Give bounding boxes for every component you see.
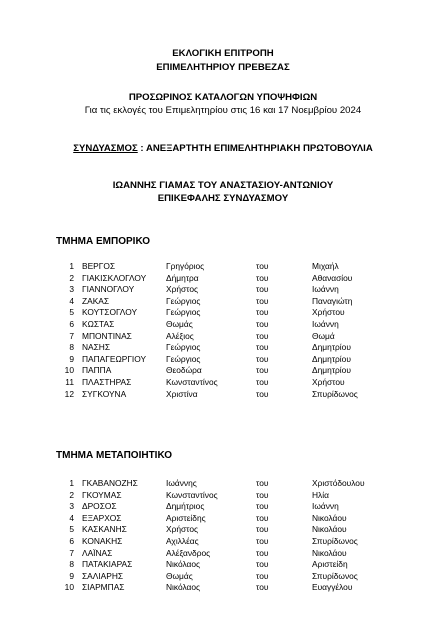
section-title-manufacturing: ΤΜΗΜΑ ΜΕΤΑΠΟΙΗΤΙΚΟ [56,450,173,461]
candidate-surname: ΠΛΑΣΤΗΡΑΣ [82,377,132,387]
father-name: Θωμά [312,330,335,341]
candidate-first-name: Γεώργιος [166,342,201,353]
candidate-surname: ΚΑΣΚΑΝΗΣ [82,524,127,535]
table-row [0,570,446,582]
father-name: Ιωάννη [312,284,339,295]
candidate-surname: ΣΙΑΡΜΠΑΣ [82,582,125,593]
candidate-surname: ΕΞΑΡΧΟΣ [82,512,122,523]
candidate-first-name: Χρήστος [166,284,199,295]
row-number: 8 [69,559,74,570]
candidate-first-name: Θωμάς [166,319,193,329]
row-number: 2 [69,489,74,500]
father-connector: του [256,501,269,512]
candidate-surname: ΓΚΑΒΑΝΟΖΗΣ [82,478,138,488]
candidate-surname: ΚΟΝΑΚΗΣ [82,536,123,546]
row-number: 2 [69,272,74,283]
alliance-line [0,143,446,154]
row-number: 4 [69,512,74,523]
father-connector: του [256,512,269,523]
father-connector: του [256,319,269,329]
row-number: 12 [64,388,74,399]
candidate-first-name: Αριστείδης [166,512,206,523]
father-name: Χρήστου [312,307,345,318]
header-line-1: ΕΚΛΟΓΙΚΗ ΕΠΙΤΡΟΠΗ [172,48,274,59]
father-connector: του [256,307,269,318]
candidate-surname: ΠΑΠΑΓΕΩΡΓΙΟΥ [82,353,147,364]
candidate-first-name: Χριστίνα [166,388,198,399]
row-number: 5 [69,524,74,535]
candidate-first-name: Χρήστος [166,524,199,535]
leader-title: ΕΠΙΚΕΦΑΛΗΣ ΣΥΝΔΥΑΣΜΟΥ [157,193,289,204]
father-connector: του [256,478,269,488]
table-row [0,283,446,295]
table-row [0,295,446,307]
candidate-first-name: Γεώργιος [166,307,201,318]
row-number: 1 [69,478,74,488]
father-name: Ιωάννη [312,501,339,512]
section-title-commercial: ΤΜΗΜΑ ΕΜΠΟΡΙΚΟ [56,236,150,247]
father-connector: του [256,582,269,593]
candidate-surname: ΜΠΟΝΤΙΝΑΣ [82,330,132,341]
father-name: Αριστείδη [312,559,348,570]
table-row [0,581,446,593]
table-row [0,489,446,501]
row-number: 10 [64,582,74,593]
table-row [0,376,446,388]
candidate-surname: ΔΡΟΣΟΣ [82,501,117,512]
table-row [0,535,446,547]
row-number: 4 [69,295,74,306]
candidate-first-name: Νικόλαος [166,559,201,570]
candidate-first-name: Γεώργιος [166,295,201,306]
candidate-first-name: Κωνσταντίνος [166,489,218,500]
candidate-surname: ΠΑΤΑΚΙΑΡΑΣ [82,559,133,570]
table-row [0,547,446,559]
header-line-4: Για τις εκλογές του Επιμελητηρίου στις 16 και 17 Νοεμβρίου 2024 [84,105,362,116]
table-row [0,512,446,524]
candidate-first-name: Γεώργιος [166,353,201,364]
father-name: Νικολάου [312,547,347,558]
father-name: Νικολάου [312,512,347,523]
father-name: Ηλία [312,489,329,500]
table-row [0,500,446,512]
candidate-surname: ΖΑΚΑΣ [82,295,110,306]
father-name: Δημητρίου [312,342,351,353]
father-name: Νικολάου [312,524,347,535]
header-line-2: ΕΠΙΜΕΛΗΤΗΡΙΟΥ ΠΡΕΒΕΖΑΣ [156,62,290,73]
father-name: Αθανασίου [312,272,353,283]
father-connector: του [256,365,269,376]
table-row [0,341,446,353]
candidate-first-name: Νικόλαος [166,582,201,593]
table-row [0,477,446,489]
row-number: 10 [64,365,74,376]
father-connector: του [256,353,269,364]
father-connector: του [256,547,269,558]
row-number: 6 [69,536,74,546]
candidate-surname: ΒΕΡΓΟΣ [82,261,116,271]
father-name: Παναγιώτη [312,295,353,306]
candidate-surname: ΓΙΑΚΙΣΚΛΟΓΛΟΥ [82,272,147,283]
row-number: 3 [69,501,74,512]
candidate-first-name: Κωνσταντίνος [166,377,218,387]
father-name: Ιωάννη [312,319,339,329]
table-row [0,523,446,535]
table-row [0,306,446,318]
candidate-surname: ΚΟΥΤΣΟΓΛΟΥ [82,307,138,318]
father-connector: του [256,524,269,535]
father-connector: του [256,272,269,283]
father-connector: του [256,377,269,387]
table-row [0,330,446,342]
father-connector: του [256,261,269,271]
father-name: Μιχαήλ [312,261,339,271]
table-row [0,388,446,400]
father-name: Χρήστου [312,377,345,387]
candidate-first-name: Θεοδώρα [166,365,202,376]
row-number: 9 [69,570,74,581]
table-row [0,353,446,365]
alliance-label: ΣΥΝΔΥΑΣΜΟΣ [73,143,138,154]
father-connector: του [256,295,269,306]
header-line-3: ΠΡΟΣΩΡΙΝΟΣ ΚΑΤΑΛΟΓΩΝ ΥΠΟΨΗΦΙΩΝ [128,92,318,103]
table-row [0,272,446,284]
row-number: 1 [69,261,74,271]
row-number: 11 [65,377,74,387]
candidate-first-name: Γρηγόριος [166,261,205,271]
row-number: 7 [69,547,74,558]
row-number: 6 [69,319,74,329]
candidate-surname: ΠΑΠΠΑ [82,365,112,376]
table-row [0,558,446,570]
father-connector: του [256,570,269,581]
candidate-surname: ΓΙΑΝΝΟΓΛΟΥ [82,284,135,295]
father-name: Δημητρίου [312,365,351,376]
candidate-first-name: Θωμάς [166,570,193,581]
candidate-surname: ΣΑΛΙΑΡΗΣ [82,570,124,581]
candidate-surname: ΓΚΟΥΜΑΣ [82,489,122,500]
father-connector: του [256,284,269,295]
father-connector: του [256,536,269,546]
father-name: Χριστόδουλου [312,478,365,488]
table-row [0,318,446,330]
father-name: Σπυρίδωνος [312,570,358,581]
leader-name: ΙΩΑΝΝΗΣ ΓΙΑΜΑΣ ΤΟΥ ΑΝΑΣΤΑΣΙΟΥ-ΑΝΤΩΝΙΟΥ [112,180,334,191]
row-number: 5 [69,307,74,318]
father-connector: του [256,388,269,399]
candidate-first-name: Δημήτριος [166,501,205,512]
candidate-first-name: Αλέξανδρος [166,547,211,558]
candidate-first-name: Δήμητρα [166,272,199,283]
row-number: 9 [69,353,74,364]
candidate-surname: ΝΑΣΗΣ [82,342,111,353]
row-number: 3 [69,284,74,295]
father-name: Σπυρίδωνος [312,388,358,399]
alliance-name: ΑΝΕΞΑΡΤΗΤΗ ΕΠΙΜΕΛΗΤΗΡΙΑΚΗ ΠΡΩΤΟΒΟΥΛΙΑ [145,143,373,154]
alliance-separator: : [137,143,146,154]
father-name: Σπυρίδωνος [312,536,358,546]
candidate-first-name: Ιωάννης [166,478,197,488]
table-row [0,260,446,272]
candidate-surname: ΚΩΣΤΑΣ [82,319,115,329]
father-name: Δημητρίου [312,353,351,364]
candidate-surname: ΛΑΪΝΑΣ [82,547,113,558]
table-row [0,364,446,376]
candidate-surname: ΣΥΓΚΟΥΝΑ [82,388,127,399]
father-connector: του [256,489,269,500]
candidate-first-name: Αχιλλέας [166,536,199,546]
candidate-first-name: Αλέξιος [166,330,194,341]
row-number: 7 [69,330,74,341]
father-connector: του [256,559,269,570]
father-connector: του [256,342,269,353]
row-number: 8 [69,342,74,353]
father-connector: του [256,330,269,341]
father-name: Ευαγγέλου [312,582,353,593]
